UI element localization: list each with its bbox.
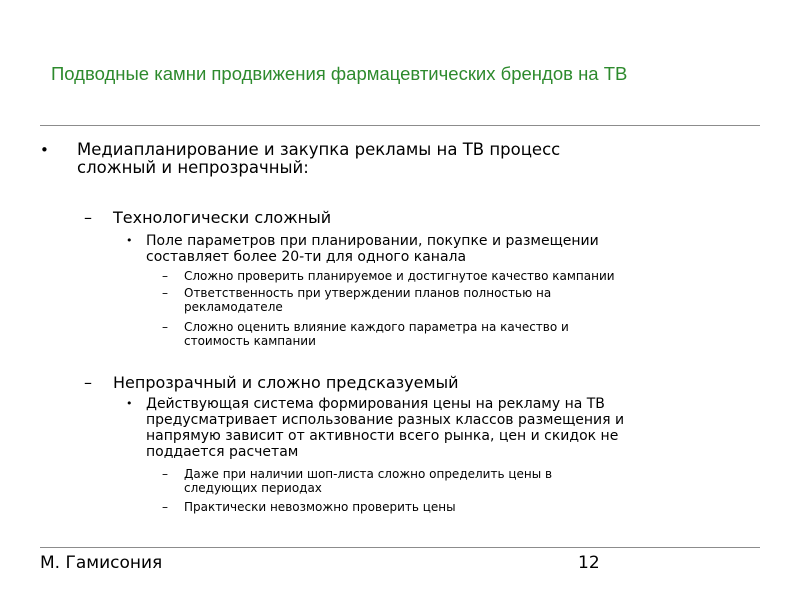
main-bullet-line-1: Медиапланирование и закупка рекламы на ТВ процесс (77, 140, 561, 159)
dash-marker: – (162, 286, 168, 300)
tech-item-1-text (184, 269, 615, 283)
opaque-item-2-text (184, 500, 456, 514)
tech-item-2-text (184, 286, 551, 314)
opaque-sub-line-1: Действующая система формирования цены на рекламу на ТВ (146, 396, 605, 412)
opaque-label: Непрозрачный и сложно предсказуемый (113, 373, 459, 392)
opaque-sub-line-2: предусматривает использование разных классов размещения и (146, 412, 625, 428)
tech-item-3-text (184, 320, 569, 348)
opaque-item-1-line-2: следующих периодах (184, 481, 322, 495)
tech-item-3-line-2: стоимость кампании (184, 334, 316, 348)
bullet-marker: • (126, 397, 133, 410)
opaque-item-2-line-1: Практически невозможно проверить цены (184, 500, 456, 514)
dash-marker: – (162, 500, 168, 514)
opaque-sub-bullet-text (146, 396, 624, 460)
opaque-sub-line-4: поддается расчетам (146, 444, 299, 460)
tech-sub-bullet-text (146, 233, 599, 265)
main-bullet-line-2: сложный и непрозрачный: (77, 158, 309, 177)
dash-marker: – (162, 320, 168, 334)
tech-item-1-line-1: Сложно проверить планируемое и достигнутое качество кампании (184, 269, 615, 283)
tech-item-2-line-2: рекламодателе (184, 300, 283, 314)
bullet-marker: • (40, 141, 49, 159)
footer-divider (40, 547, 760, 548)
opaque-sub-line-3: напрямую зависит от активности всего рынка, цен и скидок не (146, 428, 619, 444)
dash-marker: – (162, 467, 168, 481)
tech-item-2-line-1: Ответственность при утверждении планов полностью на (184, 286, 552, 300)
tech-item-3-line-1: Сложно оценить влияние каждого параметра на качество и (184, 320, 569, 334)
footer-author: М. Гамисония (40, 553, 163, 573)
dash-marker: – (84, 373, 92, 392)
tech-sub-line-1: Поле параметров при планировании, покупке и размещении (146, 233, 599, 249)
bullet-marker: • (126, 234, 133, 247)
opaque-item-1-text (184, 467, 552, 495)
tech-sub-line-2: составляет более 20-ти для одного канала (146, 249, 467, 265)
dash-marker: – (84, 208, 92, 227)
opaque-item-1-line-1: Даже при наличии шоп-листа сложно определить цены в (184, 467, 553, 481)
main-bullet-text (77, 141, 560, 177)
dash-marker: – (162, 269, 168, 283)
page-number: 12 (578, 553, 600, 573)
tech-complex-label: Технологически сложный (113, 208, 332, 227)
slide-title: Подводные камни продвижения фармацевтических брендов на ТВ (51, 63, 628, 84)
